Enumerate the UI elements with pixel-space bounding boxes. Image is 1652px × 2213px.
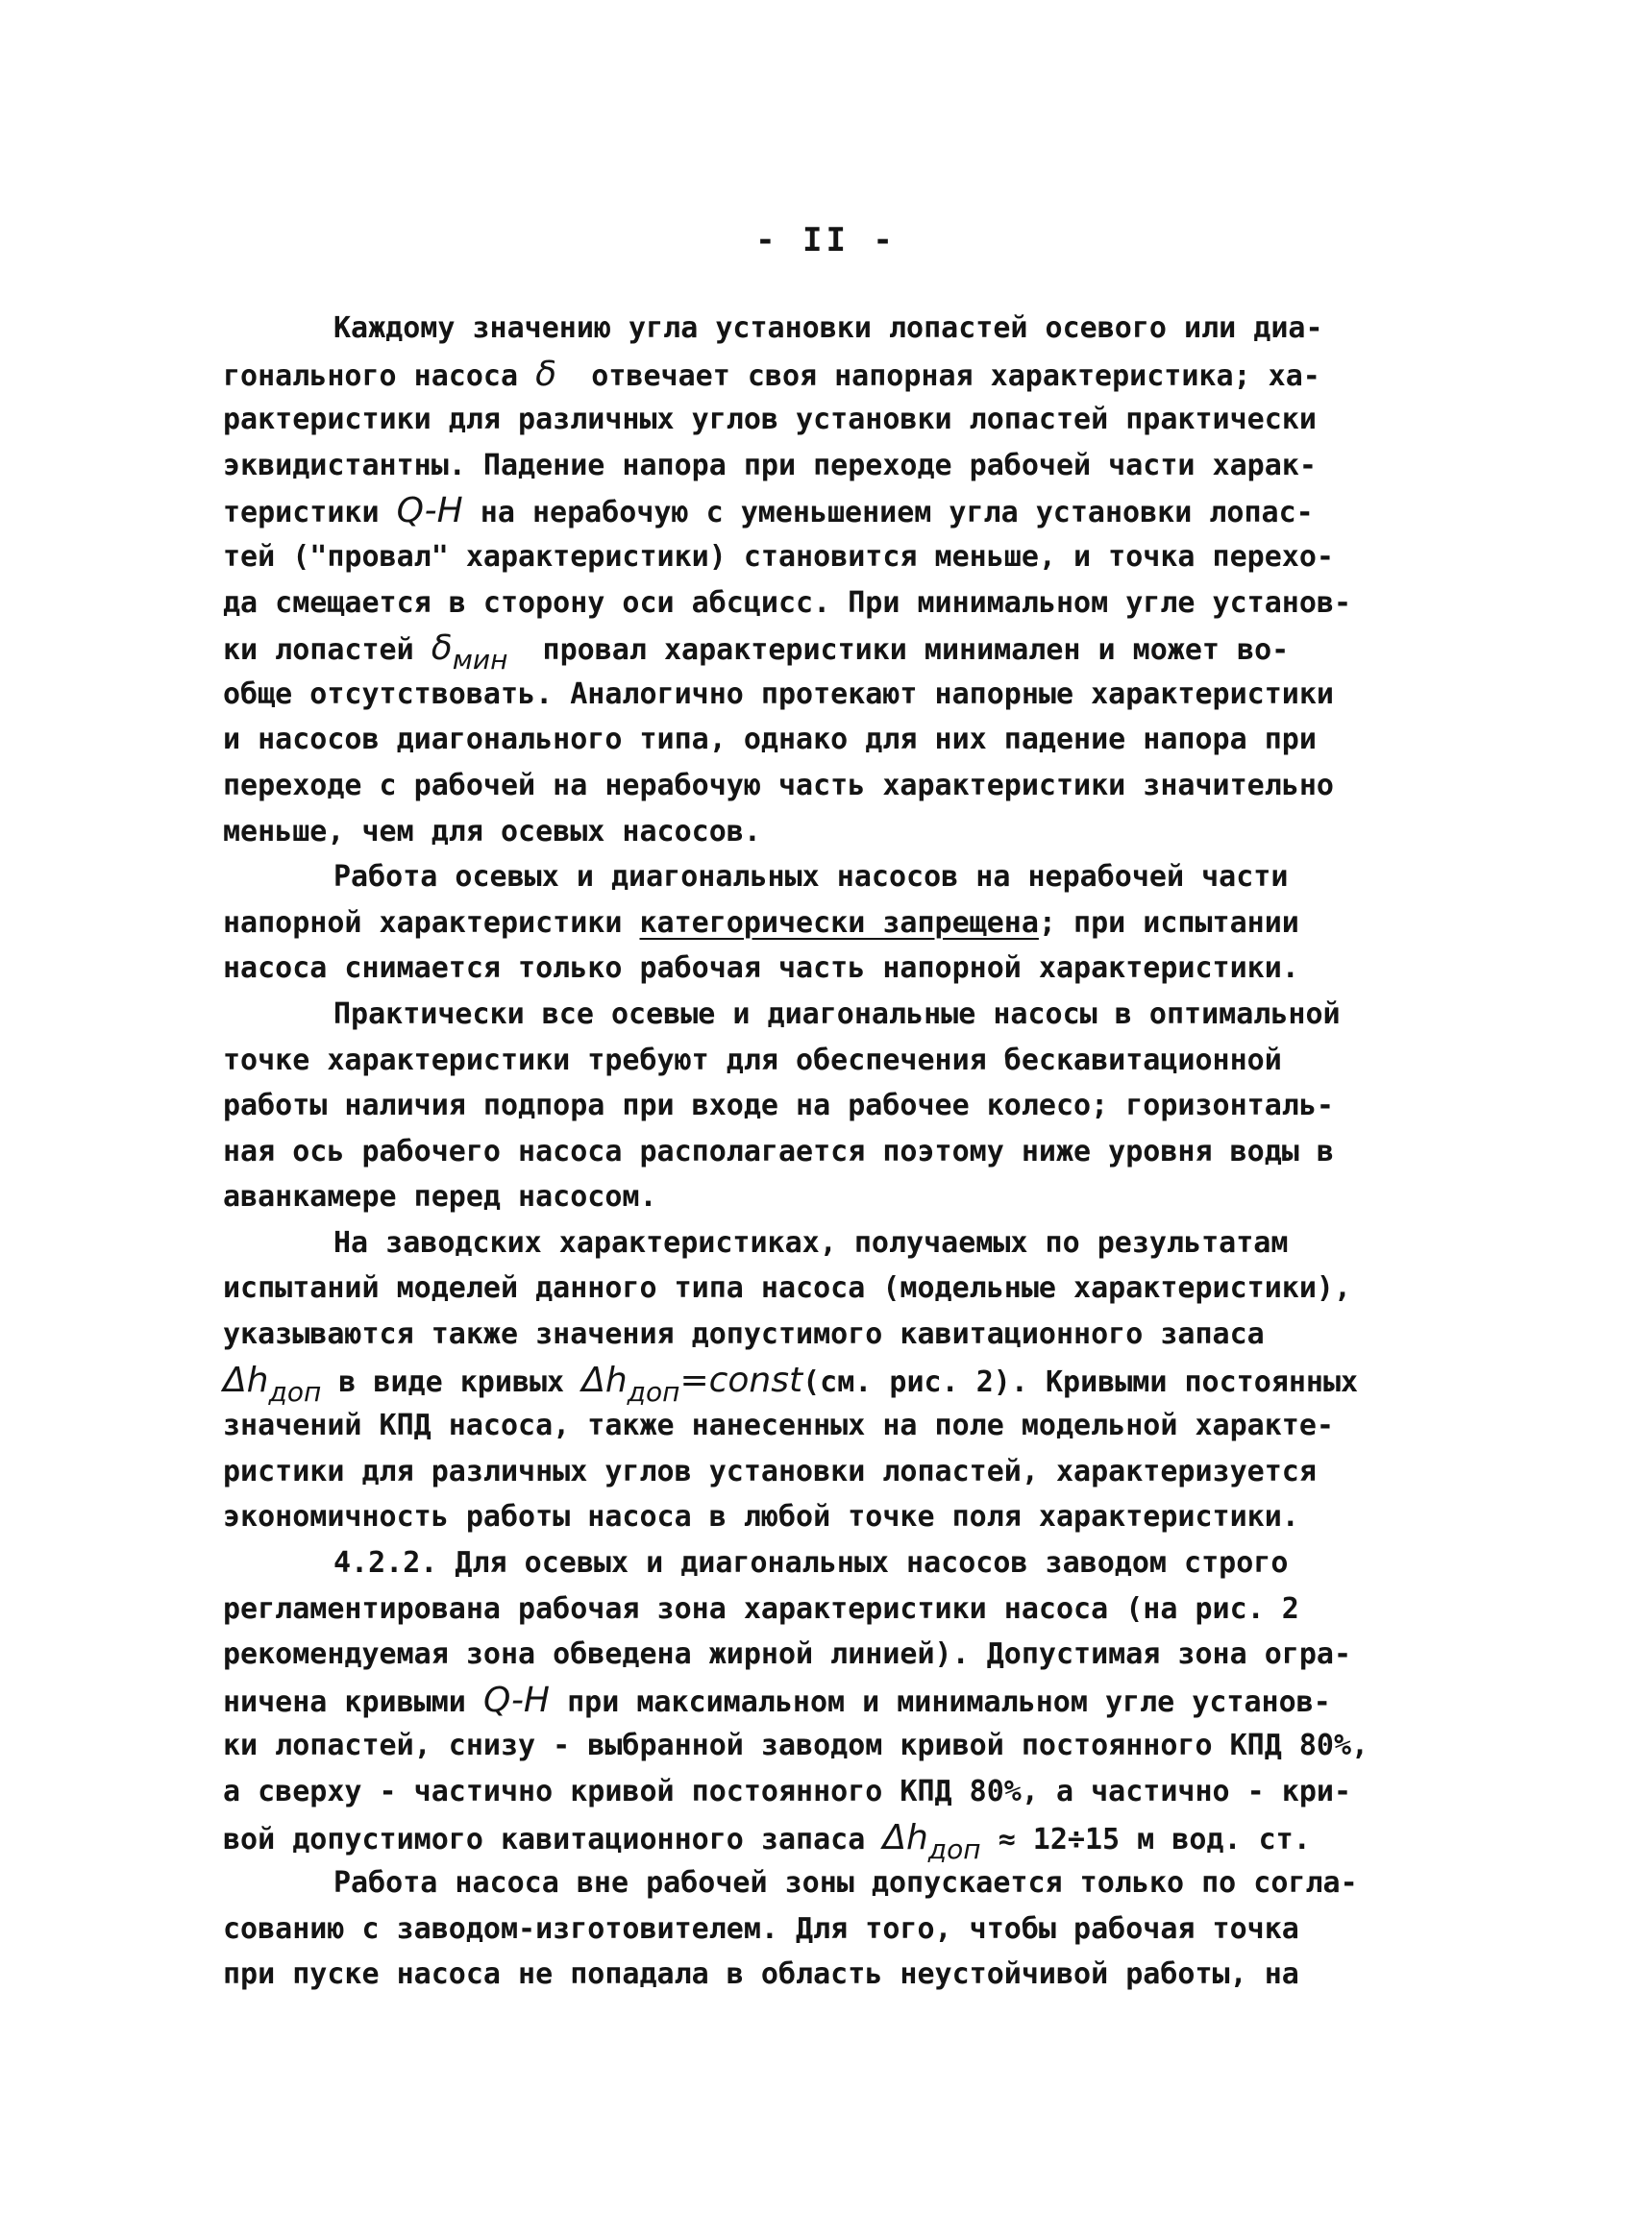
text-line	[223, 1586, 1443, 1633]
text-segment: указываются также значения допустимого кавитационного запаса	[223, 1317, 1265, 1352]
text-segment: точке характеристики требуют для обеспечения бескавитационной	[223, 1043, 1282, 1077]
text-line	[223, 1266, 1443, 1312]
underlined-text: категорически запрещена	[639, 905, 1039, 940]
text-segment: на нерабочую с уменьшением угла установки лопас-	[462, 496, 1314, 530]
text-line	[223, 717, 1443, 763]
text-segment: тей ("провал" характеристики) становится меньше, и точка перехо-	[223, 539, 1334, 574]
formula-symbol: Q-H	[396, 491, 463, 531]
text-line	[223, 397, 1443, 443]
text-segment: ; при испытании	[1038, 905, 1299, 940]
text-segment: экономичность работы насоса в любой точке поля характеристики.	[223, 1500, 1299, 1535]
text-segment: при максимальном и минимальном угле установ-	[550, 1684, 1331, 1719]
text-segment: ки лопастей, снизу - выбранной заводом кривой постоянного КПД 80%,	[223, 1729, 1369, 1763]
text-segment: ничена кривыми	[223, 1684, 483, 1719]
text-segment: теристики	[223, 496, 397, 530]
text-segment: обще отсутствовать. Аналогично протекают напорные характеристики	[223, 676, 1334, 711]
text-segment: да смещается в сторону оси абсцисс. При минимальном угле установ-	[223, 585, 1351, 620]
text-line	[223, 1449, 1443, 1495]
text-segment: испытаний моделей данного типа насоса (модельные характеристики),	[223, 1271, 1351, 1306]
text-segment: Практически все осевые и диагональные насосы в оптимальной	[333, 996, 1341, 1031]
text-segment: рактеристики для различных углов установки лопастей практически	[223, 403, 1317, 437]
text-segment: переходе с рабочей на нерабочую часть характеристики значительно	[223, 768, 1334, 802]
formula-symbol: Δh	[223, 1360, 269, 1400]
text-line	[223, 626, 1443, 676]
formula-symbol: δ	[431, 628, 453, 669]
text-segment: работы наличия подпора при входе на рабочее колесо; горизонталь-	[223, 1089, 1334, 1123]
text-segment: рекомендуемая зона обведена жирной линией). Допустимая зона огра-	[223, 1637, 1351, 1672]
text-line	[223, 352, 1443, 398]
text-line	[223, 1358, 1443, 1408]
text-line	[223, 488, 1443, 534]
text-segment: отвечает своя напорная характеристика; ха-	[556, 358, 1320, 393]
text-line	[223, 946, 1443, 992]
text-segment: сованию с заводом-изготовителем. Для того, чтобы рабочая точка	[223, 1911, 1299, 1946]
text-line	[223, 763, 1443, 809]
text-segment: 4.2.2. Для осевых и диагональных насосов заводом строго	[333, 1546, 1289, 1581]
text-segment: вой допустимого кавитационного запаса	[223, 1822, 883, 1856]
text-line	[223, 992, 1443, 1038]
text-segment: На заводских характеристиках, получаемых по результатам	[333, 1225, 1289, 1260]
text-line	[223, 1220, 1443, 1266]
text-line	[223, 1174, 1443, 1220]
text-line	[223, 672, 1443, 718]
text-line	[223, 1083, 1443, 1129]
text-line	[223, 900, 1443, 947]
formula-subscript: мин	[452, 644, 508, 676]
text-line	[223, 1494, 1443, 1540]
formula-symbol: δ	[535, 354, 557, 394]
text-segment: аванкамере перед насосом.	[223, 1180, 657, 1215]
text-segment: и насосов диагонального типа, однако для них падение напора при	[223, 723, 1317, 757]
page-number: - II -	[755, 221, 897, 259]
body-text	[223, 306, 1443, 1998]
text-segment: Каждому значению угла установки лопастей осевого или диа-	[333, 311, 1323, 345]
text-line	[223, 534, 1443, 580]
formula-subscript: доп	[627, 1375, 680, 1408]
text-line	[223, 1723, 1443, 1769]
text-segment: регламентирована рабочая зона характеристики насоса (на рис. 2	[223, 1591, 1299, 1626]
text-line	[223, 809, 1443, 855]
formula-symbol: Δh	[882, 1817, 928, 1857]
text-segment: Работа осевых и диагональных насосов на нерабочей части	[333, 860, 1289, 895]
text-line	[223, 1312, 1443, 1358]
text-line	[223, 443, 1443, 489]
text-segment: ристики для различных углов установки лопастей, характеризуется	[223, 1454, 1317, 1488]
text-line	[223, 1769, 1443, 1815]
text-segment: в виде кривых	[321, 1365, 582, 1399]
text-line	[223, 1038, 1443, 1084]
text-segment: значений КПД насоса, также нанесенных на поле модельной характе-	[223, 1409, 1334, 1443]
text-segment: эквидистантны. Падение напора при переходе рабочей части харак-	[223, 448, 1317, 482]
text-line	[223, 1129, 1443, 1175]
text-segment: напорной характеристики	[223, 905, 640, 940]
formula-symbol: Q-H	[482, 1680, 551, 1720]
text-line	[223, 1403, 1443, 1449]
text-segment: насоса снимается только рабочая часть напорной характеристики.	[223, 951, 1299, 986]
text-line	[223, 1952, 1443, 1998]
text-line	[223, 1632, 1443, 1678]
formula-symbol: =const	[679, 1360, 803, 1400]
text-segment: Работа насоса вне рабочей зоны допускается только по согла-	[333, 1866, 1358, 1901]
text-segment: провал характеристики минимален и может во-	[507, 633, 1290, 668]
text-segment: при пуске насоса не попадала в область неустойчивой работы, на	[223, 1957, 1299, 1992]
text-segment: а сверху - частично кривой постоянного КПД 80%, а частично - кри-	[223, 1775, 1351, 1808]
text-line	[223, 580, 1443, 627]
text-segment: ки лопастей	[223, 633, 431, 668]
text-segment: ная ось рабочего насоса располагается поэтому ниже уровня воды в	[223, 1134, 1334, 1168]
text-segment: меньше, чем для осевых насосов.	[223, 814, 761, 848]
text-line	[223, 1860, 1443, 1906]
text-line	[223, 306, 1443, 352]
text-segment: гонального насоса	[223, 358, 536, 393]
text-line	[223, 1678, 1443, 1724]
formula-subscript: доп	[268, 1375, 322, 1408]
formula-symbol: Δh	[581, 1360, 628, 1400]
text-segment: ≈ 12÷15 м вод. ст.	[980, 1822, 1311, 1856]
text-line	[223, 1906, 1443, 1953]
text-line	[223, 854, 1443, 900]
formula-subscript: доп	[927, 1832, 981, 1865]
text-segment: (см. рис. 2). Кривыми постоянных	[802, 1365, 1359, 1399]
text-line	[223, 1815, 1443, 1865]
text-line	[223, 1540, 1443, 1586]
